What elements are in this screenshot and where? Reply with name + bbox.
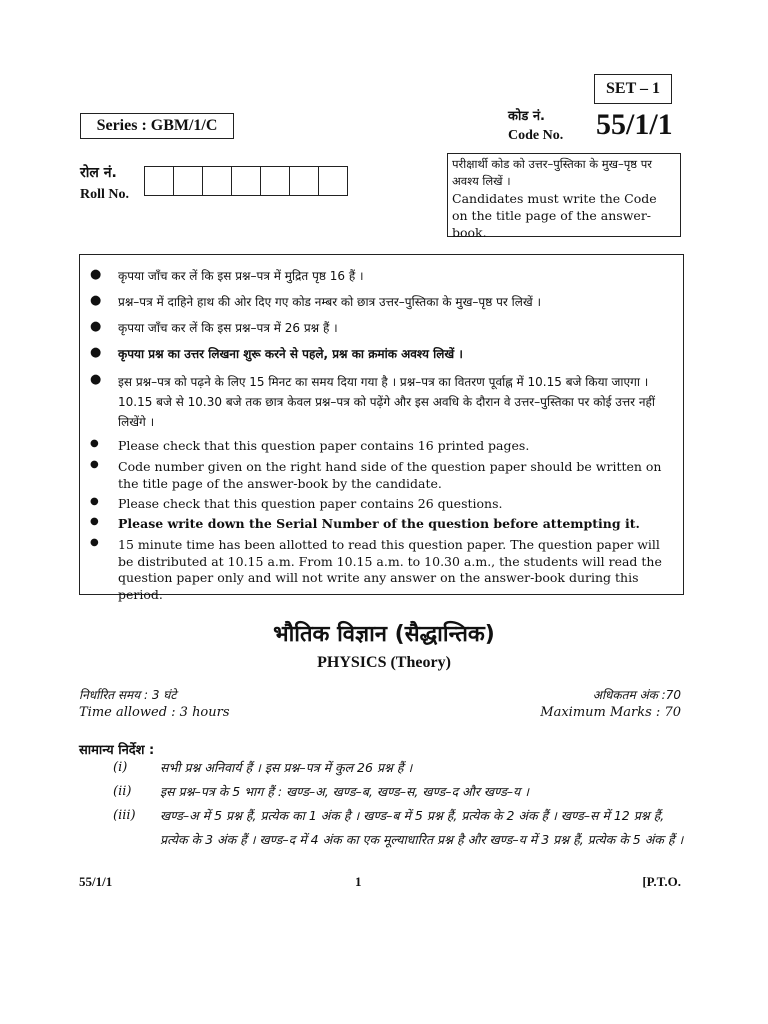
roll-digit-box[interactable] — [261, 167, 290, 195]
instruction-item: 15 minute time has been allotted to read this question paper. The question paper will be distributed at 10.15 a.m. From 10.15 a.m. to 10.30 a.m., the students will read the question paper only and will not write any answer on the answer-book during this period. — [118, 537, 662, 602]
candidate-note-english: Candidates must write the Code on the title page of the answer-book. — [452, 191, 657, 240]
series-label: Series : GBM/1/C — [80, 113, 234, 139]
bullet: ● — [90, 267, 102, 282]
instruction-item: Code number given on the right hand side of the question paper should be written on the title page of the answer-book by the candidate. — [118, 459, 662, 491]
general-item-number: (iii) — [113, 808, 136, 823]
instruction-item: Please check that this question paper contains 26 questions. — [118, 496, 503, 511]
code-label-hindi: कोड नं. — [508, 109, 545, 124]
bullet: ● — [90, 438, 99, 449]
time-english: Time allowed : 3 hours — [79, 705, 230, 720]
general-item-number: (ii) — [113, 784, 132, 799]
roll-digit-box[interactable] — [145, 167, 174, 195]
bullet: ● — [90, 537, 99, 548]
footer-code: 55/1/1 — [79, 874, 113, 889]
pto-label: [P.T.O. — [642, 874, 681, 889]
instructions-box — [79, 254, 684, 602]
general-item-number: (i) — [113, 760, 128, 775]
roll-number-boxes[interactable] — [144, 166, 348, 196]
title-english: PHYSICS (Theory) — [317, 654, 451, 671]
time-hindi: निर्धारित समय : 3 घंटे — [79, 688, 177, 702]
roll-digit-box[interactable] — [319, 167, 347, 195]
general-instructions-heading: सामान्य निर्देश : — [79, 743, 155, 758]
bullet: ● — [90, 319, 102, 334]
roll-digit-box[interactable] — [203, 167, 232, 195]
bullet: ● — [90, 516, 99, 527]
general-item-text: सभी प्रश्न अनिवार्य हैं । इस प्रश्न–पत्र में कुल 26 प्रश्न हैं । — [160, 760, 413, 775]
title-hindi: भौतिक विज्ञान (सैद्धान्तिक) — [273, 622, 495, 647]
bullet: ● — [90, 345, 102, 360]
set-label: SET – 1 — [594, 74, 672, 104]
general-item-text: खण्ड–अ में 5 प्रश्न हैं, प्रत्येक का 1 अंक है । खण्ड–ब में 5 प्रश्न हैं, प्रत्येक के 2 अंक हैं । खण्ड–स में 12 प्रश्न हैं, प्रत्येक के 3 अंक हैं । खण्ड–द में 4 अंक का एक मूल्याधारित प्रश्न है और खण्ड–य में 3 प्रश्न हैं, प्रत्येक के 5 अंक हैं । — [160, 808, 684, 847]
candidate-note-box — [447, 153, 681, 240]
instruction-item: Please write down the Serial Number of the question before attempting it. — [118, 516, 640, 531]
roll-digit-box[interactable] — [232, 167, 261, 195]
candidate-note-hindi: परीक्षार्थी कोड को उत्तर–पुस्तिका के मुख–पृष्ठ पर अवश्य लिखें । — [452, 157, 652, 188]
general-item-text: इस प्रश्न–पत्र के 5 भाग हैं : खण्ड–अ, खण्ड–ब, खण्ड–स, खण्ड–द और खण्ड–य । — [160, 784, 529, 799]
roll-label-hindi: रोल नं. — [80, 165, 117, 181]
instruction-item: कृपया जाँच कर लें कि इस प्रश्न–पत्र में मुद्रित पृष्ठ 16 हैं । — [118, 269, 364, 283]
roll-label-english: Roll No. — [80, 187, 129, 202]
bullet: ● — [90, 372, 102, 387]
bullet: ● — [90, 459, 99, 470]
instruction-item: कृपया जाँच कर लें कि इस प्रश्न–पत्र में 26 प्रश्न हैं । — [118, 321, 338, 335]
bullet: ● — [90, 496, 99, 507]
roll-digit-box[interactable] — [174, 167, 203, 195]
bullet: ● — [90, 293, 102, 308]
instruction-item: प्रश्न–पत्र में दाहिने हाथ की ओर दिए गए कोड नम्बर को छात्र उत्तर–पुस्तिका के मुख–पृष्ठ पर लिखें । — [118, 295, 542, 309]
code-number: 55/1/1 — [596, 108, 673, 141]
marks-hindi: अधिकतम अंक :70 — [592, 688, 681, 702]
instruction-item: Please check that this question paper contains 16 printed pages. — [118, 438, 530, 453]
instruction-item: कृपया प्रश्न का उत्तर लिखना शुरू करने से पहले, प्रश्न का क्रमांक अवश्य लिखें । — [118, 347, 463, 361]
page-number: 1 — [355, 874, 362, 889]
roll-digit-box[interactable] — [290, 167, 319, 195]
instruction-item: इस प्रश्न–पत्र को पढ़ने के लिए 15 मिनट का समय दिया गया है । प्रश्न–पत्र का वितरण पूर्वाह्न में 10.15 बजे किया जाएगा । 10.15 बजे से 10.30 बजे तक छात्र केवल प्रश्न–पत्र को पढ़ेंगे और इस अवधि के दौरान वे उत्तर–पुस्तिका पर कोई उत्तर नहीं लिखेंगे । — [118, 375, 656, 429]
marks-english: Maximum Marks : 70 — [540, 705, 681, 720]
code-label-english: Code No. — [508, 128, 564, 143]
